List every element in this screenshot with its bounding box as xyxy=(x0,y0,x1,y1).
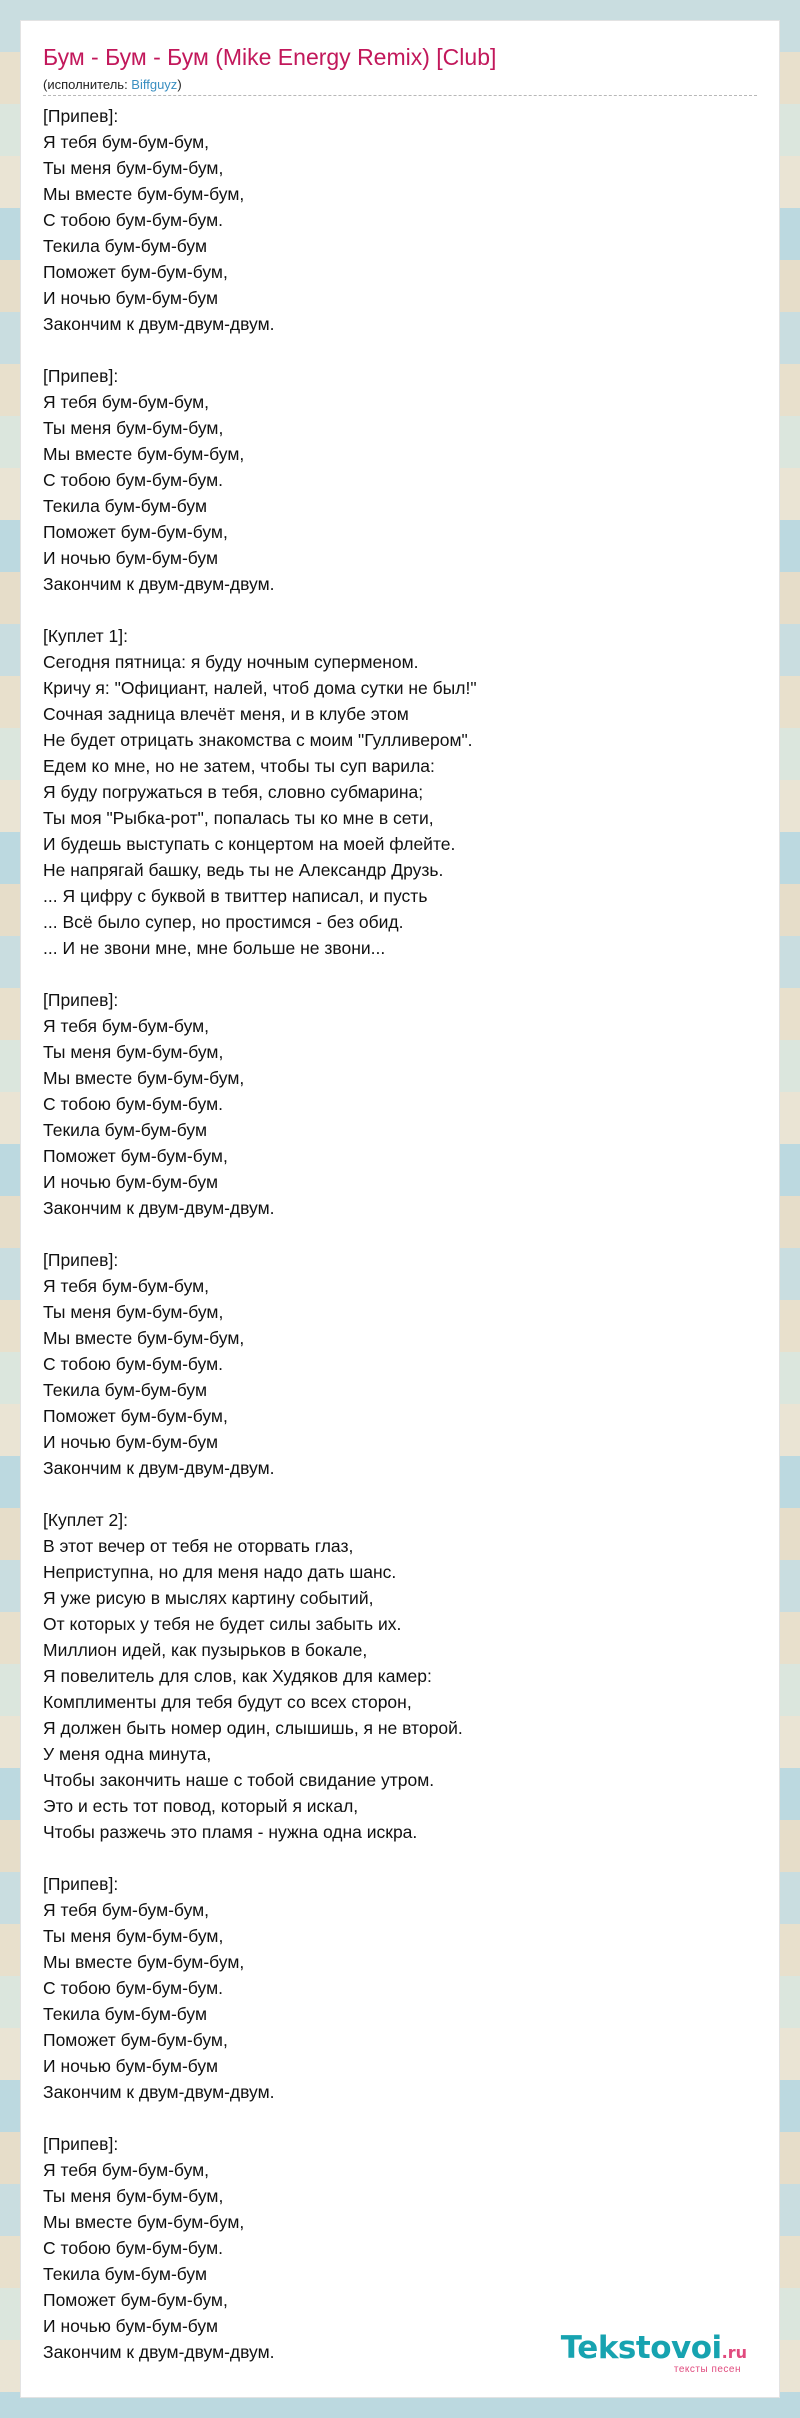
logo-main-text: Tekstovoi xyxy=(560,2330,722,2366)
content-card xyxy=(20,20,780,2398)
lyrics-text: [Припев]: Я тебя бум-бум-бум, Ты меня бум-бум-бум, Мы вместе бум-бум-бум, С тобою бум-бум-бум. Текила бум-бум-бум Поможет бум-бум-бум, И ночью бум-бум-бум Закончим к двум-двум-двум. [Припев]: Я тебя бум-бум-бум, Ты меня бум-бум-бум, Мы вместе бум-бум-бум, С тобою бум-бум-бум. Текила бум-бум-бум Поможет бум-бум-бум, И ночью бум-бум-бум Закончим к двум-двум-двум. [Куплет 1]: Сегодня пятница: я буду ночным суперменом. Кричу я: "Официант, налей, чтоб дома сутки не был!" Сочная задница влечёт меня, и в клубе этом Не будет отрицать знакомства с моим "Гулливером". Едем ко мне, но не затем, чтобы ты суп варила: Я буду погружаться в тебя, словно субмарина; Ты моя "Рыбка-рот", попалась ты ко мне в сети, И будешь выступать с концертом на моей флейте. Не напрягай башку, ведь ты не Александр Друзь. ... Я цифру с буквой в твиттер написал, и пусть ... Всё было супер, но простимся - без обид. ... И не звони мне, мне больше не звони... [Припев]: Я тебя бум-бум-бум, Ты меня бум-бум-бум, Мы вместе бум-бум-бум, С тобою бум-бум-бум. Текила бум-бум-бум Поможет бум-бум-бум, И ночью бум-бум-бум Закончим к двум-двум-двум. [Припев]: Я тебя бум-бум-бум, Ты меня бум-бум-бум, Мы вместе бум-бум-бум, С тобою бум-бум-бум. Текила бум-бум-бум Поможет бум-бум-бум, И ночью бум-бум-бум Закончим к двум-двум-двум. [Куплет 2]: В этот вечер от тебя не оторвать глаз, Неприступна, но для меня надо дать шанс. Я уже рисую в мыслях картину событий, От которых у тебя не будет силы забыть их. Миллион идей, как пузырьков в бокале, Я повелитель для слов, как Худяков для камер: Комплименты для тебя будут со всех сторон, Я должен быть номер один, слышишь, я не второй. У меня одна минута, Чтобы закончить наше с тобой свидание утром. Это и есть тот повод, который я искал, Чтобы разжечь это пламя - нужна одна искра. [Припев]: Я тебя бум-бум-бум, Ты меня бум-бум-бум, Мы вместе бум-бум-бум, С тобою бум-бум-бум. Текила бум-бум-бум Поможет бум-бум-бум, И ночью бум-бум-бум Закончим к двум-двум-двум. [Припев]: Я тебя бум-бум-бум, Ты меня бум-бум-бум, Мы вместе бум-бум-бум, С тобою бум-бум-бум. Текила бум-бум-бум Поможет бум-бум-бум, И ночью бум-бум-бум Закончим к двум-двум-двум. xyxy=(43,106,477,2362)
artist-prefix: (исполнитель: xyxy=(43,77,132,92)
logo-tld-text: .ru xyxy=(721,2343,747,2362)
title-divider xyxy=(43,95,757,96)
song-title: Бум - Бум - Бум (Mike Energy Remix) [Club] xyxy=(43,44,497,70)
artist-line xyxy=(43,77,182,92)
site-logo[interactable] xyxy=(560,2330,747,2375)
artist-suffix: ) xyxy=(177,77,182,92)
logo-wordmark xyxy=(560,2330,747,2366)
logo-tagline: тексты песен xyxy=(673,2364,741,2375)
artist-link[interactable]: Biffguyz xyxy=(131,77,178,92)
